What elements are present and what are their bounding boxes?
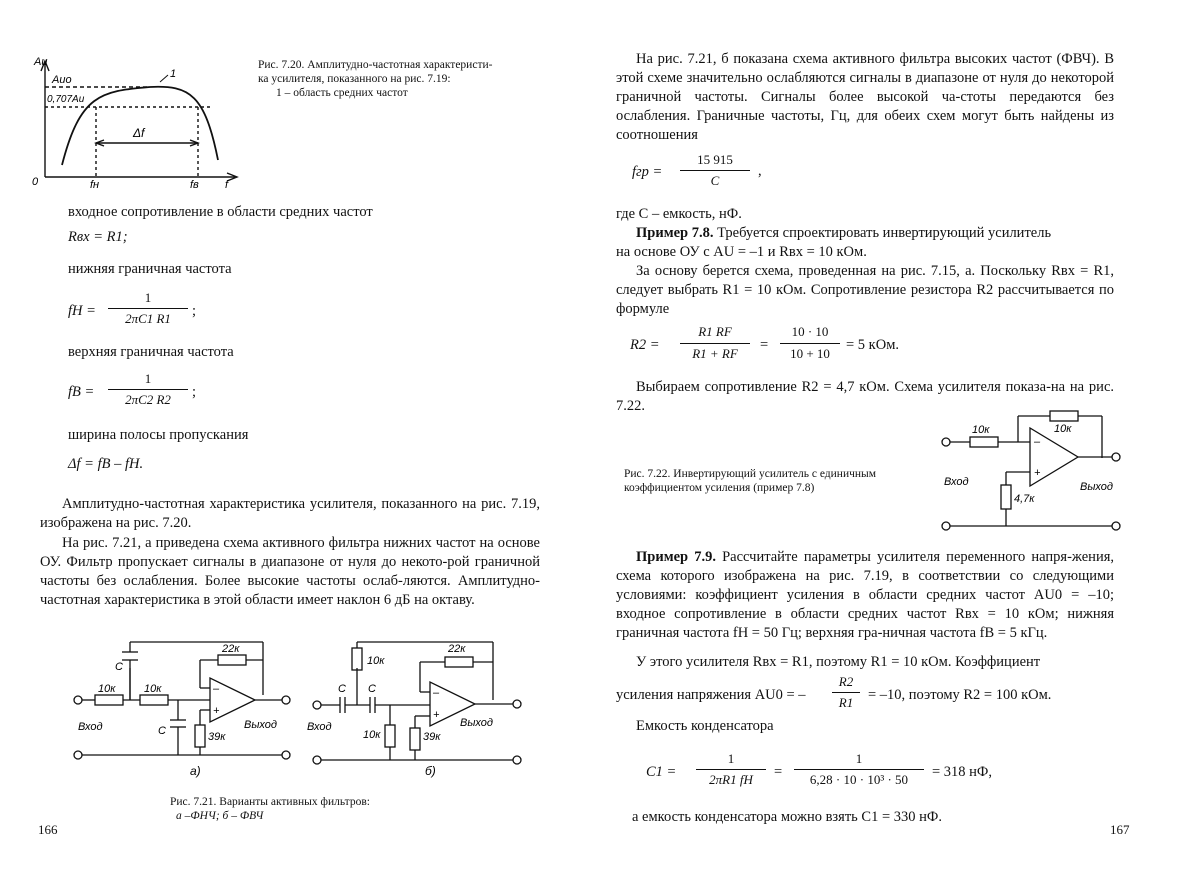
- circuit-b-c2: C: [368, 683, 376, 695]
- fig-722-caption-line2: коэффициентом усиления (пример 7.8): [624, 482, 815, 494]
- example-79-text: Рассчитайте параметры усилителя переменного напря-жения, схема которого изображена на рис. 7.19, в соответствии со следующими условиями: коэффициент усиления в области средних частот AU0 = –10; входное сопротивление в области средних частот Rвх = 10 кОм; нижняя граничная частота fН = 50 Гц; верхняя гра-ничная частота fВ = 5 кГц.: [616, 549, 1114, 641]
- r2-num2: 10 · 10: [791, 324, 829, 339]
- axis-y-label: Au: [34, 56, 48, 68]
- fig-722-caption-line1: Рис. 7.22. Инвертирующий усилитель с единичным: [624, 468, 877, 480]
- circuit-b-r-gnd2: 39к: [423, 731, 441, 743]
- paragraph-hpf: На рис. 7.21, б показана схема активного фильтра высоких частот (ФВЧ). В этой схеме значительно ослабляются сигналы в диапазоне от нуля до некоторой граничной частоты. Сигналы более высокой ча-стоты передаются без ослабления. Граничные частоты, Гц, для обеих схем могут быть найдены из соотношения: [616, 51, 1114, 143]
- r2-fraction-line1: [680, 343, 750, 344]
- circuit-b-label: б): [425, 764, 436, 778]
- example-79-paragraph: [616, 548, 1114, 643]
- circuit-lpf: [60, 630, 300, 780]
- fig-721-caption-line2: а –ФНЧ; б – ФВЧ: [176, 810, 264, 822]
- paragraph-lpf: На рис. 7.21, а приведена схема активного фильтра нижних частот на основе ОУ. Фильтр пропускает сигналы в диапазоне от нуля до некото-рой граничной частоты без ослабления. Более высокие частоты ослаб-ляются. Амплитудно-частотная характеристика в этой области имеет наклон 6 дБ на октаву.: [40, 535, 540, 608]
- circuit-722-r-in: 10к: [972, 424, 990, 436]
- circuit-722-minus: –: [1034, 436, 1041, 448]
- fgr-den: C: [710, 173, 720, 188]
- page-number-left: 166: [38, 822, 58, 837]
- fu-end: ;: [192, 384, 197, 400]
- fu-num: 1: [144, 371, 152, 386]
- circuit-b-output: Выход: [460, 717, 494, 729]
- circuit-a-r-gnd: 39к: [208, 731, 226, 743]
- r2-fraction-line2: [780, 343, 840, 344]
- circuit-b-c1: C: [338, 683, 346, 695]
- example-78-line1: Требуется спроектировать инвертирующий усилитель: [717, 225, 1052, 241]
- circuit-722-plus: +: [1034, 467, 1041, 479]
- bandwidth-formula: Δf = fВ – fН.: [68, 456, 144, 472]
- circuit-a-minus: –: [213, 683, 220, 695]
- page-number-right: 167: [1110, 822, 1130, 837]
- fl-fraction-line: [108, 308, 188, 309]
- circuit-b-rf: 22к: [448, 643, 466, 655]
- fl-lhs: fН =: [68, 303, 96, 319]
- circuit-a-output: Выход: [244, 719, 278, 731]
- circuit-b-plus: +: [433, 709, 440, 721]
- circuit-722-output: Выход: [1080, 481, 1114, 493]
- f-low-label: fн: [90, 179, 100, 190]
- circuit-722-rf: 10к: [1054, 423, 1072, 435]
- circuit-b-r-gnd1: 10к: [363, 729, 381, 741]
- right-page: [600, 0, 1200, 895]
- circuit-a-r1: 10к: [98, 683, 116, 695]
- axis-x-label: f: [225, 179, 229, 190]
- circuit-722-input: Вход: [944, 476, 969, 488]
- final-line: а емкость конденсатора можно взять C1 = 330 нФ.: [632, 809, 942, 825]
- fl-end: ;: [192, 303, 197, 319]
- gain-den: R1: [838, 695, 854, 710]
- c1-den2: 6,28 · 10 · 10³ · 50: [809, 772, 909, 787]
- level-label: 0,707Au: [47, 94, 85, 105]
- gain-post: = –10, поэтому R2 = 100 кОм.: [868, 687, 1052, 703]
- r2-eq: =: [760, 337, 769, 353]
- lower-freq-text: нижняя граничная частота: [68, 261, 232, 277]
- r2-num1: R1 RF: [698, 324, 732, 339]
- circuit-a-c-top: C: [115, 661, 123, 673]
- circuit-a-r2: 10к: [144, 683, 162, 695]
- r2-den2: 10 + 10: [790, 346, 830, 361]
- r2-den1: R1 + RF: [692, 346, 738, 361]
- circuit-a-c-gnd: C: [158, 725, 166, 737]
- fu-lhs: fВ =: [68, 384, 95, 400]
- example-79-title: Пример 7.9.: [636, 549, 716, 565]
- r2-lhs: R2 =: [630, 337, 660, 353]
- circuit-a-input: Вход: [78, 721, 103, 733]
- c1-result: = 318 нФ,: [932, 764, 993, 780]
- fig-722-caption: [624, 467, 876, 495]
- circuit-a-label: а): [190, 764, 201, 778]
- circuit-b-input: Вход: [307, 721, 332, 733]
- fgr-lhs: fгр =: [632, 164, 663, 180]
- fgr-fraction-line: [680, 170, 750, 171]
- curve-label: 1: [170, 68, 177, 80]
- paragraph-afc: Амплитудно-частотная характеристика усилителя, показанного на рис. 7.19, изображена на рис. 7.20.: [40, 496, 540, 531]
- c1-fraction-line2: [794, 769, 924, 770]
- fgr-end: ,: [758, 163, 762, 179]
- circuit-a-plus: +: [213, 705, 220, 717]
- gain-pre: усиления напряжения AU0 = –: [616, 687, 806, 703]
- circuit-inverting-amp: [930, 400, 1130, 540]
- c1-eq: =: [774, 764, 783, 780]
- upper-freq-text: верхняя граничная частота: [68, 344, 234, 360]
- frequency-response-graph: [30, 55, 245, 190]
- c1-fraction-line1: [696, 769, 766, 770]
- circuit-a-rf: 22к: [222, 643, 240, 655]
- fig-720-caption: [258, 58, 492, 100]
- example-78-title: Пример 7.8.: [636, 225, 714, 241]
- c1-den1: 2πR1 fН: [709, 772, 753, 787]
- r2-result: = 5 кОм.: [846, 337, 899, 353]
- c1-lhs: C1 =: [646, 764, 677, 780]
- example-78: [636, 224, 1051, 242]
- gain-num: R2: [838, 674, 854, 689]
- c1-num2: 1: [855, 751, 863, 766]
- auo-label: Auo: [52, 74, 72, 86]
- fu-fraction-line: [108, 389, 188, 390]
- where-c-text: где C – емкость, нФ.: [616, 206, 742, 222]
- fl-num: 1: [144, 290, 152, 305]
- fig-721-caption: [170, 795, 370, 823]
- origin-label: 0: [32, 176, 39, 188]
- input-resistance-formula: Rвх = R1;: [68, 229, 128, 245]
- fl-den: 2πC1 R1: [125, 311, 171, 326]
- circuit-b-minus: –: [433, 687, 440, 699]
- f-high-label: fв: [190, 179, 199, 190]
- fig-721-caption-line1: Рис. 7.21. Варианты активных фильтров:: [170, 796, 370, 808]
- paragraph-choose: Выбираем сопротивление R2 = 4,7 кОм. Схема усилителя показа-на на рис. 7.22.: [616, 379, 1114, 414]
- fgr-num: 15 915: [697, 152, 733, 167]
- gain-fraction-line: [832, 692, 860, 693]
- input-resistance-text: входное сопротивление в области средних частот: [68, 204, 373, 220]
- circuit-hpf: [305, 630, 545, 780]
- circuit-722-r-gnd: 4,7к: [1014, 493, 1035, 505]
- c1-num1: 1: [727, 751, 735, 766]
- fu-den: 2πC2 R2: [125, 392, 171, 407]
- fig-720-caption-line3: 1 – область средних частот: [276, 87, 408, 99]
- example-78-line2: на основе ОУ с AU = –1 и Rвх = 10 кОм.: [616, 244, 867, 260]
- capacitance-text: Емкость конденсатора: [636, 718, 774, 734]
- fig-720-caption-line2: ка усилителя, показанного на рис. 7.19:: [258, 73, 451, 85]
- fig-720-caption-line1: Рис. 7.20. Амплитудно-частотная характеристи-: [258, 59, 493, 71]
- bandwidth-text: ширина полосы пропускания: [68, 427, 249, 443]
- paragraph-basis: За основу берется схема, проведенная на рис. 7.15, а. Поскольку Rвх = R1, следует выбрать R1 = 10 кОм. Сопротивление резистора R2 рассчитывается по формуле: [616, 263, 1114, 317]
- this-amp-line: У этого усилителя Rвх = R1, поэтому R1 = 10 кОм. Коэффициент: [636, 654, 1041, 670]
- circuit-b-r-top: 10к: [367, 655, 385, 667]
- delta-f-label: Δf: [133, 126, 145, 140]
